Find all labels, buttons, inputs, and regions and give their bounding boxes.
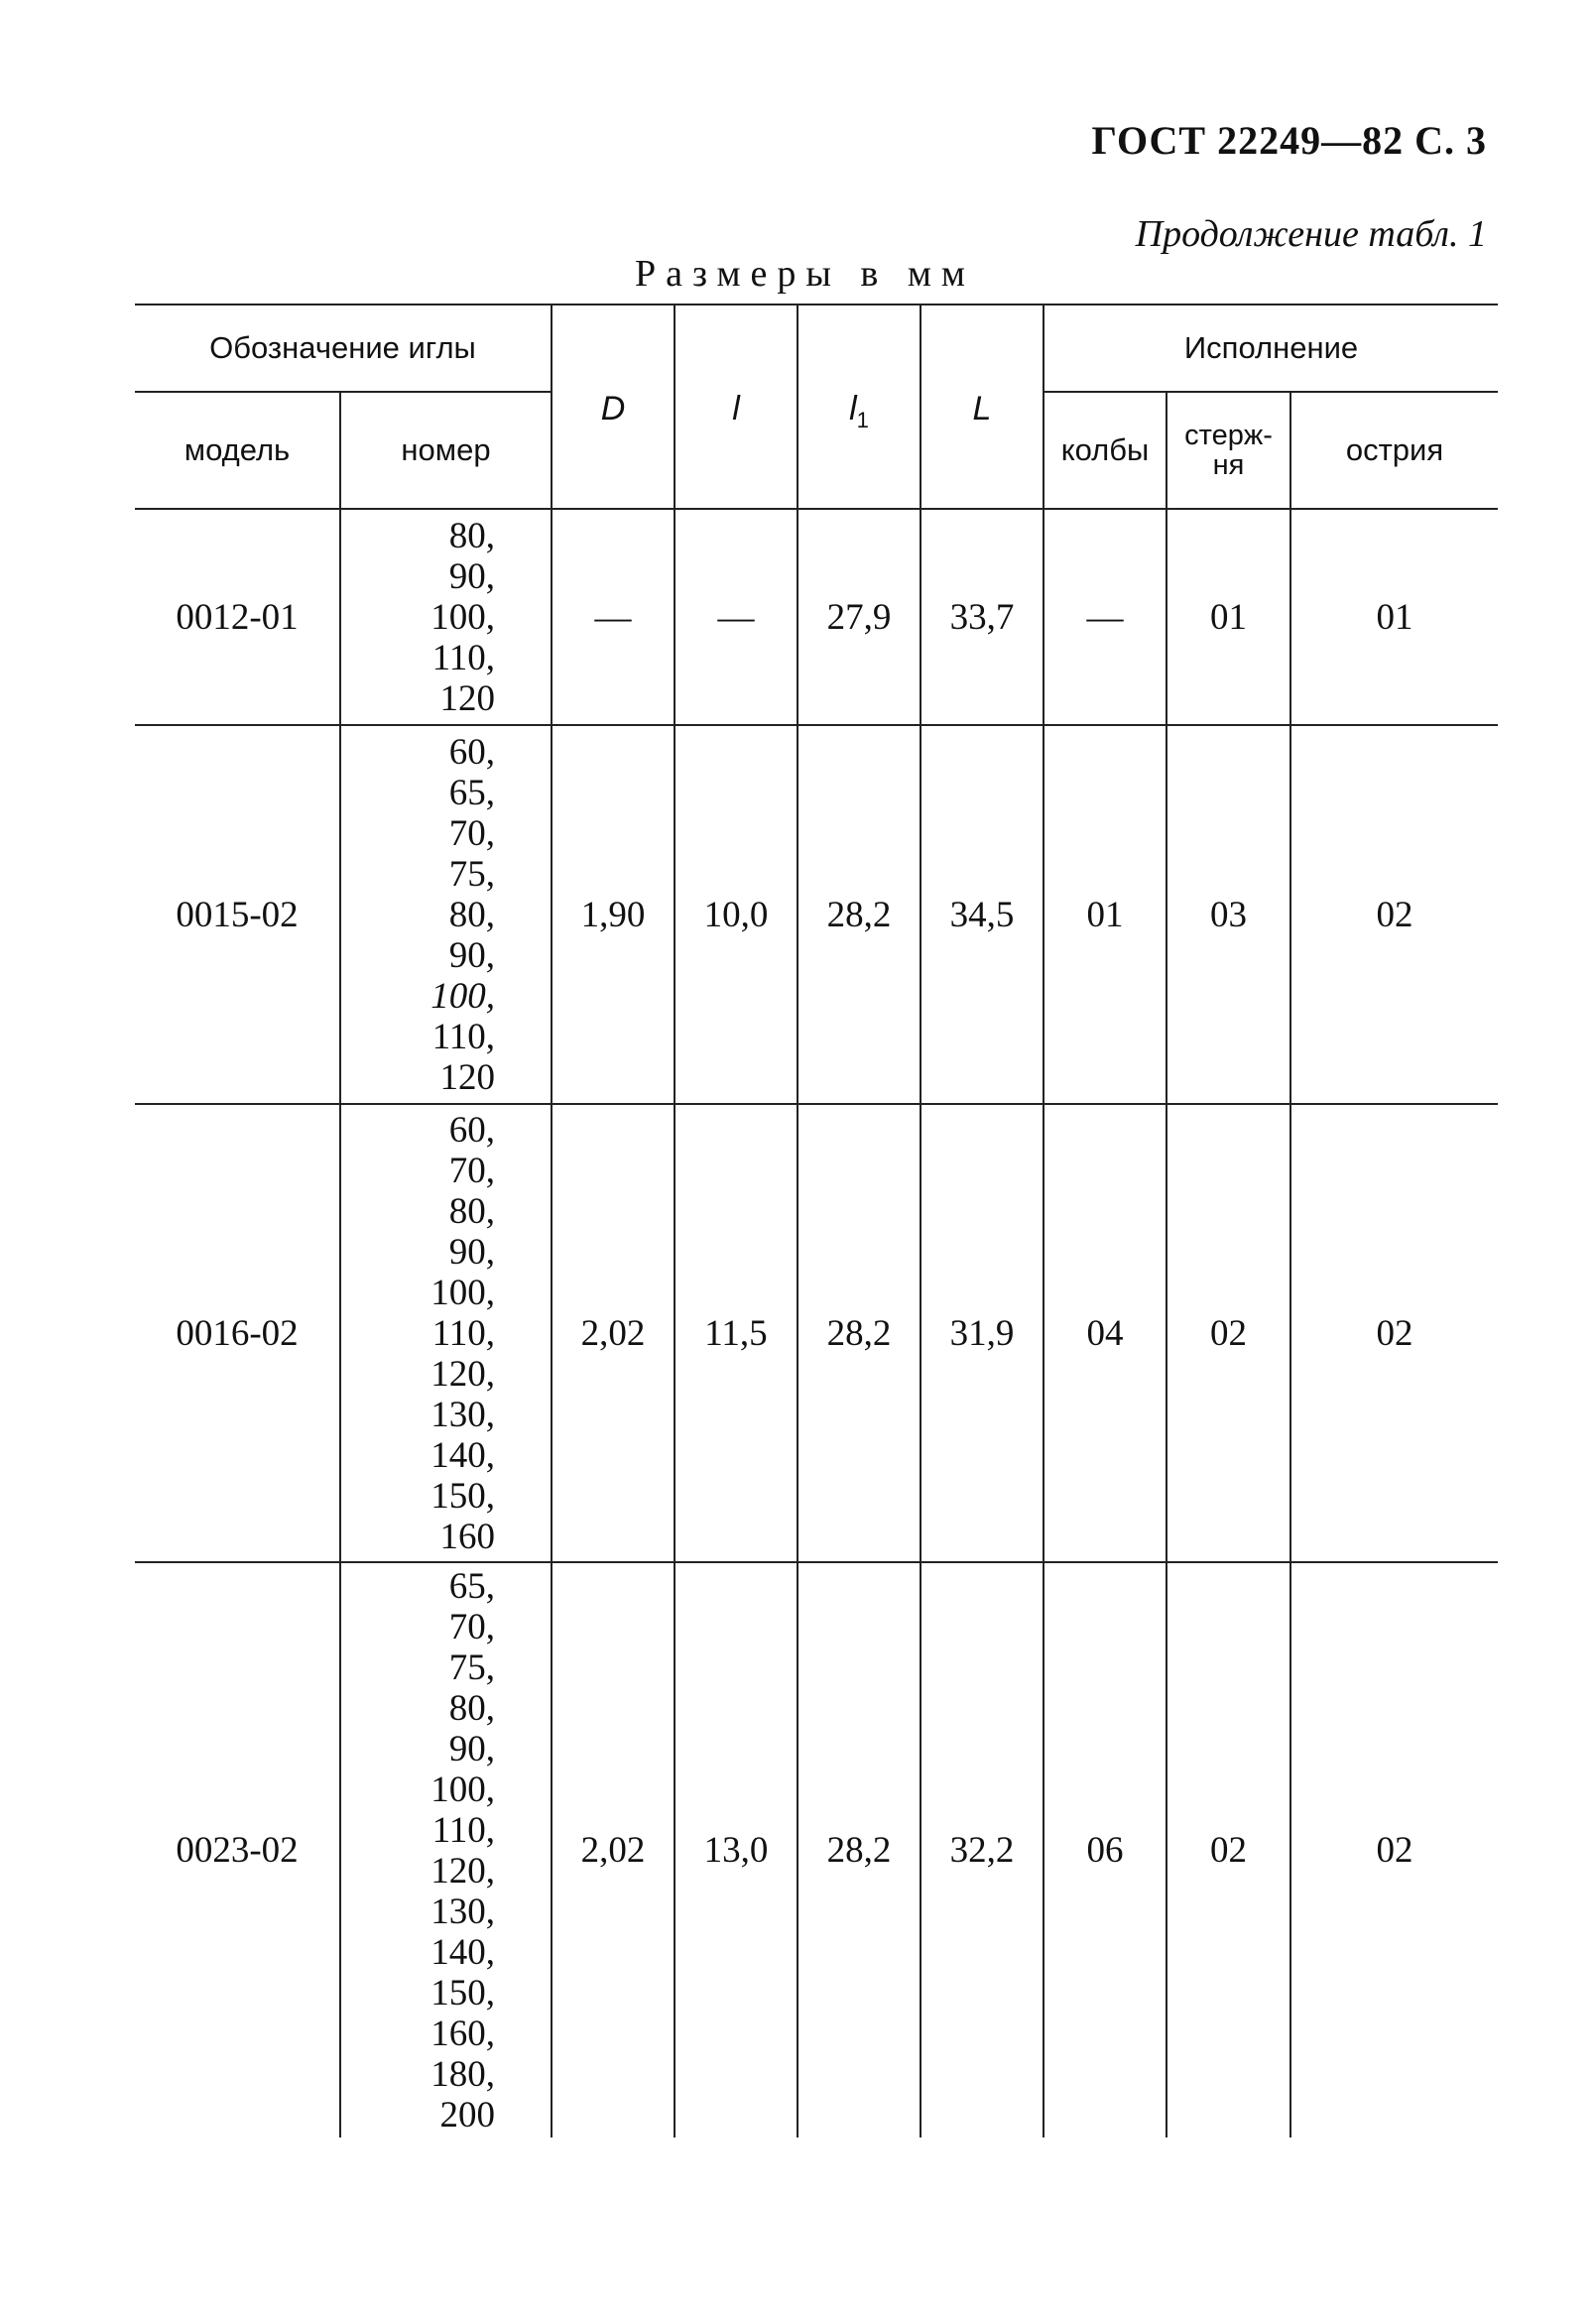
header-bulb: колбы <box>1044 392 1166 509</box>
header-l: l <box>675 305 798 509</box>
number-item: 100, <box>430 596 495 638</box>
number-item: 140, <box>430 1931 495 1973</box>
needle-dimensions-table-wrap <box>135 304 1498 2137</box>
cell-l1: 28,2 <box>798 1104 921 1562</box>
cell-l: 10,0 <box>675 725 798 1104</box>
cell-shank: 01 <box>1166 509 1290 725</box>
header-L: L <box>921 305 1044 509</box>
cell-l: 11,5 <box>675 1104 798 1562</box>
number-item: 80, <box>448 894 495 935</box>
number-item: 70, <box>448 812 495 854</box>
cell-l: 13,0 <box>675 1562 798 2137</box>
cell-number-list <box>340 509 552 725</box>
needle-dimensions-table <box>135 304 1498 2137</box>
number-item: 120, <box>430 1353 495 1395</box>
number-item: 90, <box>448 934 495 976</box>
header-l1 <box>798 305 921 509</box>
number-item: 100, <box>430 1272 495 1313</box>
cell-bulb: 04 <box>1044 1104 1166 1562</box>
number-item: 110, <box>431 1809 495 1851</box>
header-l1-subscript: 1 <box>856 407 869 432</box>
number-item: 80, <box>448 515 495 556</box>
cell-point: 02 <box>1376 1830 1413 1871</box>
number-item: 65, <box>448 1565 495 1607</box>
table-row <box>135 725 1498 1104</box>
cell-shank: 02 <box>1166 1104 1290 1562</box>
cell-number-list <box>340 1104 552 1562</box>
table-row <box>135 1562 1498 2137</box>
number-item: 100, <box>430 1769 495 1810</box>
cell-point: 01 <box>1376 596 1413 638</box>
header-shank <box>1166 392 1290 509</box>
number-item: 65, <box>448 772 495 813</box>
units-caption: Размеры в мм <box>635 253 975 295</box>
cell-bulb: 01 <box>1044 725 1166 1104</box>
number-item: 60, <box>448 731 495 773</box>
number-item: 200 <box>439 2094 495 2136</box>
cell-point: 02 <box>1376 894 1413 935</box>
number-item: 90, <box>448 1231 495 1273</box>
cell-model: 0015-02 <box>135 725 340 1104</box>
number-item: 120 <box>439 1056 495 1098</box>
number-item: 140, <box>430 1434 495 1476</box>
header-D: D <box>552 305 675 509</box>
number-item: 160, <box>430 2013 495 2054</box>
header-shank-line2: ня <box>1212 449 1245 481</box>
cell-l1: 28,2 <box>798 1562 921 2137</box>
header-execution: Исполнение <box>1183 330 1359 365</box>
number-item: 75, <box>448 1647 495 1688</box>
cell-D: 2,02 <box>552 1562 675 2137</box>
number-item: 130, <box>430 1394 495 1435</box>
cell-number-list <box>340 1562 552 2137</box>
number-item: 110, <box>431 1016 495 1057</box>
number-item: 120 <box>439 677 495 719</box>
number-item: 150, <box>430 1475 495 1517</box>
cell-model: 0023-02 <box>135 1562 340 2137</box>
number-item: 100, <box>430 975 495 1017</box>
number-item: 70, <box>448 1150 495 1191</box>
cell-bulb: 06 <box>1044 1562 1166 2137</box>
table-continuation-note: Продолжение табл. 1 <box>1135 213 1487 255</box>
number-item: 160 <box>439 1516 495 1557</box>
number-item: 75, <box>448 853 495 895</box>
cell-shank: 03 <box>1166 725 1290 1104</box>
standard-code: ГОСТ 22249—82 С. 3 <box>1091 118 1487 163</box>
cell-l1: 27,9 <box>798 509 921 725</box>
number-item: 150, <box>430 1972 495 2014</box>
cell-l: — <box>675 509 798 725</box>
number-item: 120, <box>430 1850 495 1892</box>
number-item: 80, <box>448 1190 495 1232</box>
cell-L: 32,2 <box>921 1562 1044 2137</box>
number-item: 180, <box>430 2053 495 2095</box>
cell-D: 2,02 <box>552 1104 675 1562</box>
number-item: 70, <box>448 1606 495 1648</box>
cell-L: 33,7 <box>921 509 1044 725</box>
header-needle-designation: Обозначение иглы <box>135 305 552 392</box>
header-l1-base: l <box>849 390 857 427</box>
cell-number-list <box>340 725 552 1104</box>
cell-L: 31,9 <box>921 1104 1044 1562</box>
cell-shank: 02 <box>1166 1562 1290 2137</box>
header-shank-line1: стерж- <box>1184 420 1273 451</box>
cell-model: 0012-01 <box>135 509 340 725</box>
number-item: 90, <box>448 555 495 597</box>
cell-bulb: — <box>1044 509 1166 725</box>
table-row <box>135 1104 1498 1562</box>
number-item: 60, <box>448 1109 495 1151</box>
cell-model: 0016-02 <box>135 1104 340 1562</box>
cell-point: 02 <box>1376 1312 1413 1354</box>
number-item: 110, <box>431 637 495 678</box>
cell-D: — <box>552 509 675 725</box>
number-item: 80, <box>448 1687 495 1729</box>
cell-L: 34,5 <box>921 725 1044 1104</box>
number-item: 90, <box>448 1728 495 1770</box>
table-body <box>135 509 1498 2137</box>
header-point: острия <box>1345 432 1444 467</box>
cell-l1: 28,2 <box>798 725 921 1104</box>
header-number: номер <box>340 392 552 509</box>
number-item: 130, <box>430 1891 495 1932</box>
number-item: 110, <box>431 1312 495 1354</box>
table-row <box>135 509 1498 725</box>
header-model: модель <box>135 392 340 509</box>
cell-D: 1,90 <box>552 725 675 1104</box>
